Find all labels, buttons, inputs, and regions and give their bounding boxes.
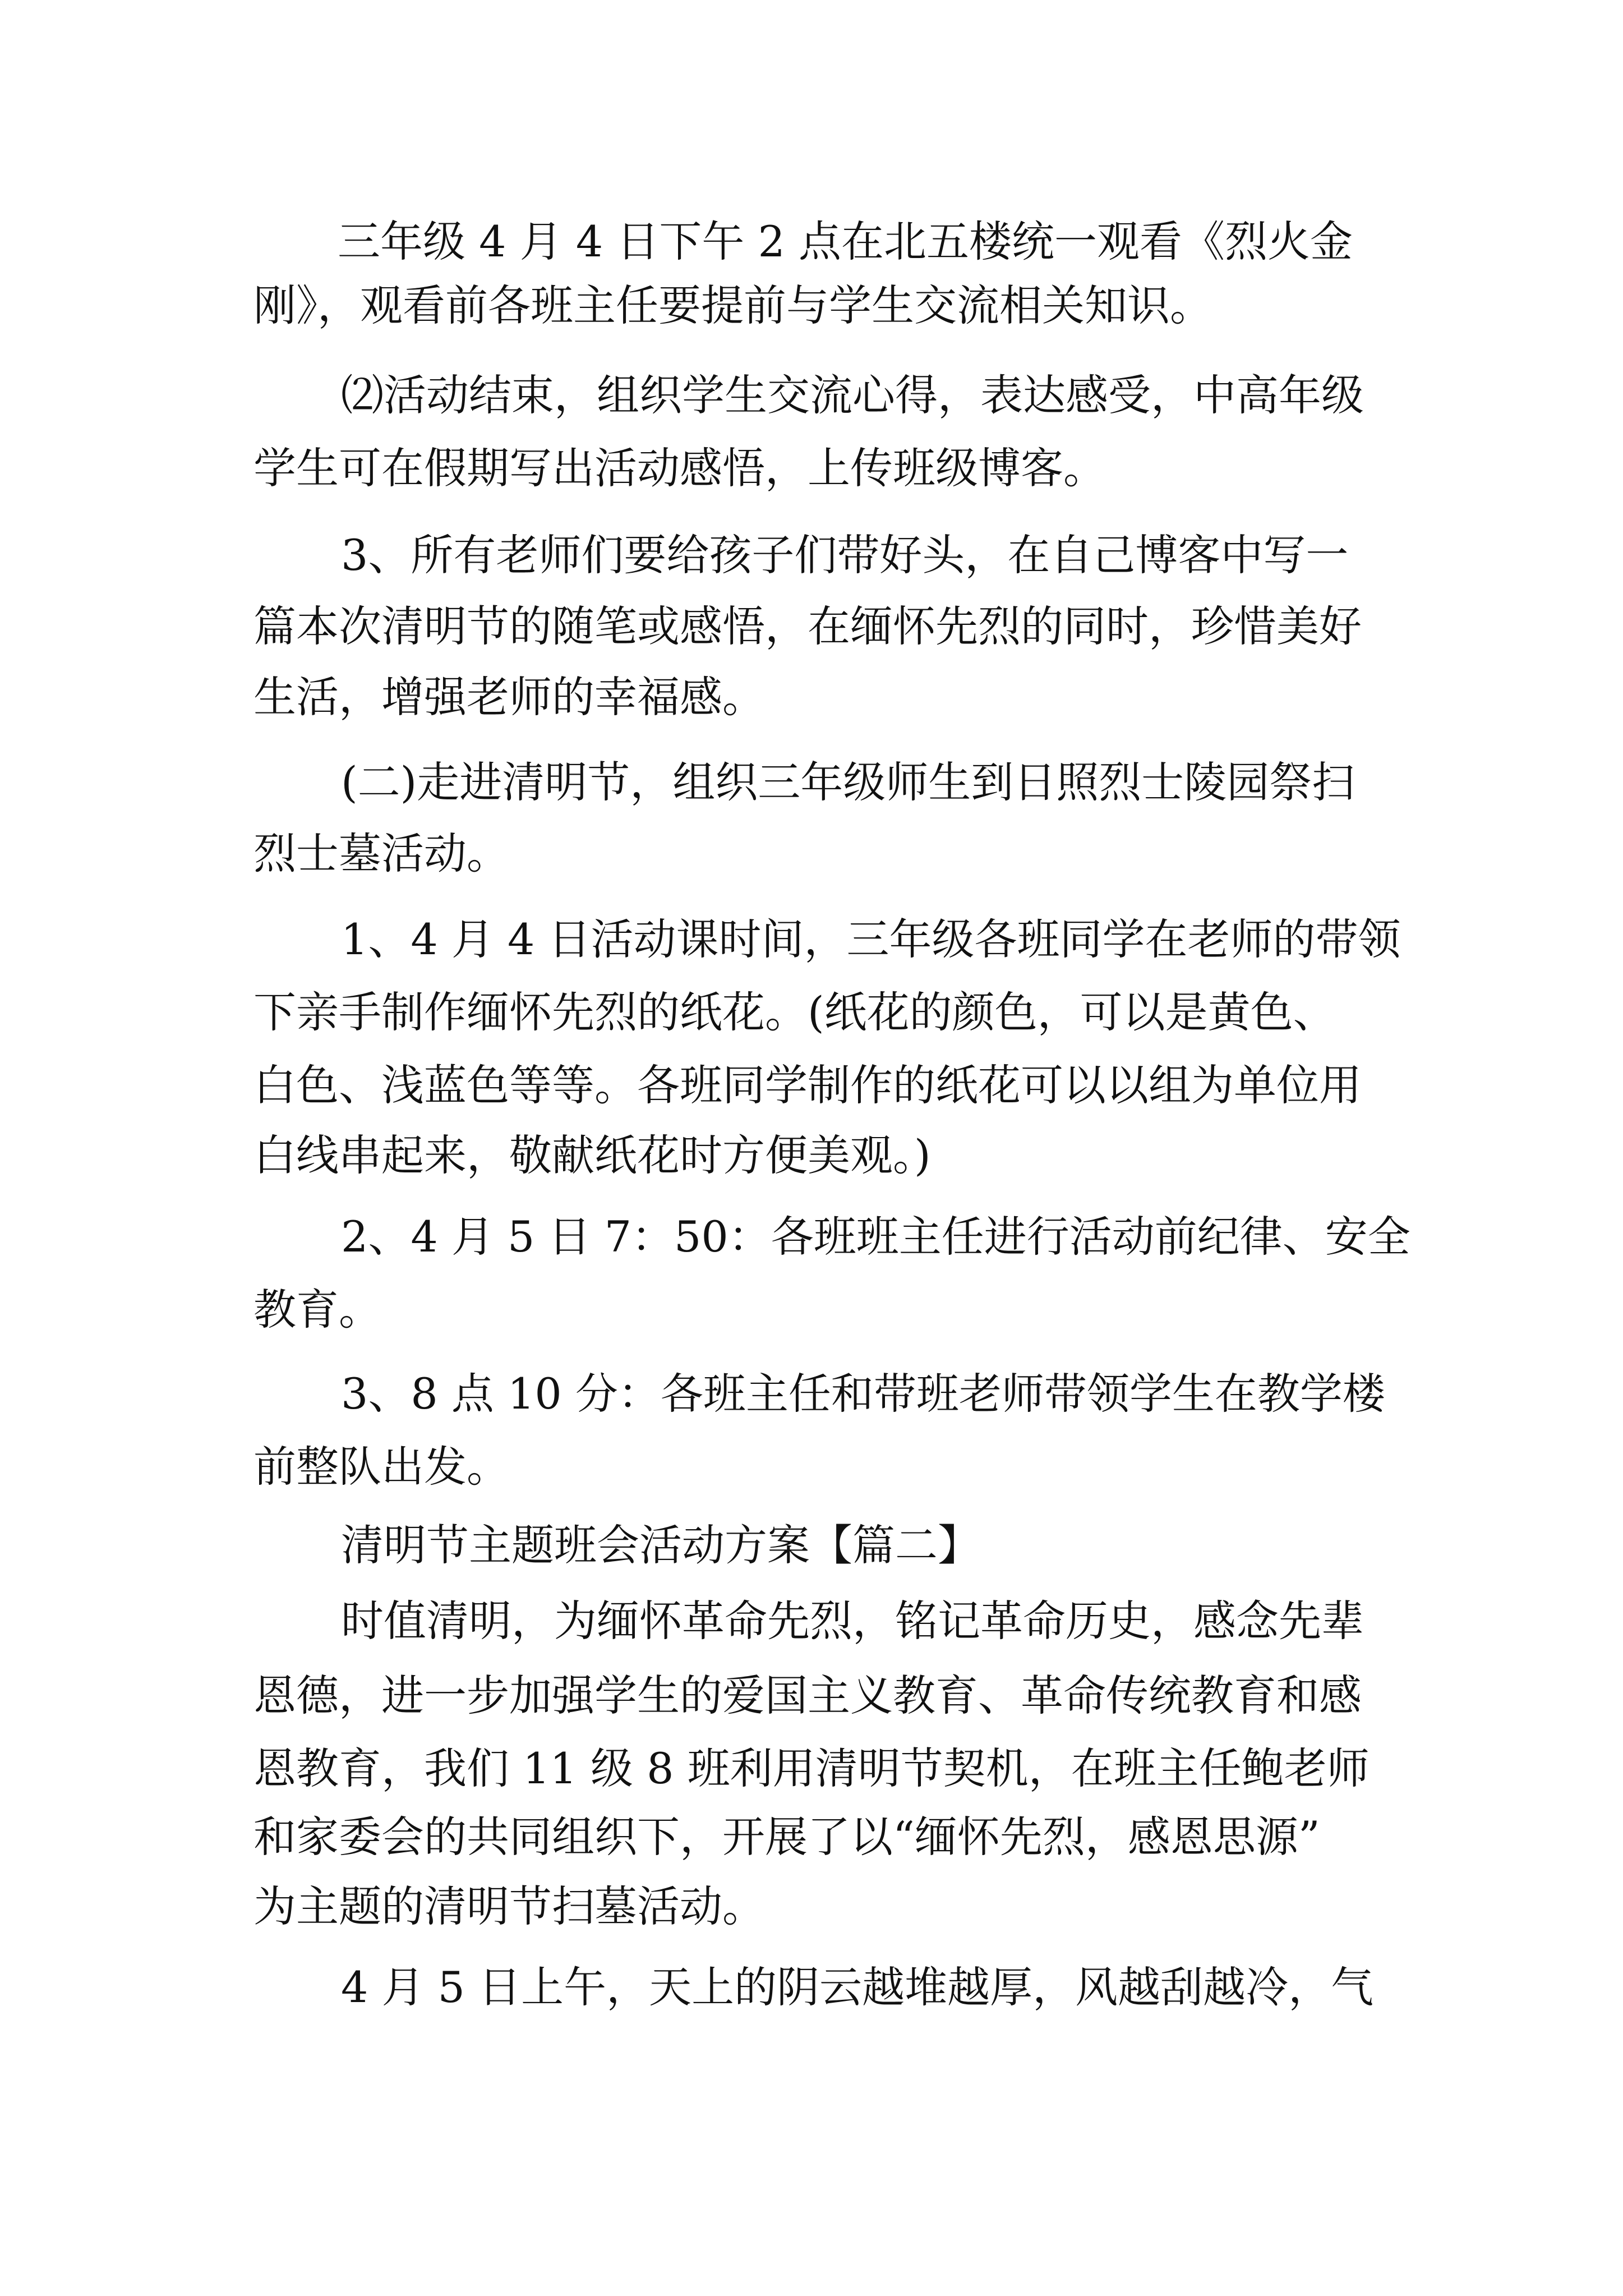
text-line-20: 恩德，进一步加强学生的爱国主义教育、革命传统教育和感 — [253, 1671, 1362, 1720]
text-line-21: 恩教育，我们 11 级 8 班利用清明节契机，在班主任鲍老师 — [253, 1743, 1370, 1793]
text-line-2: 刚》，观看前各班主任要提前与学生交流相关知识。 — [253, 280, 1212, 330]
text-line-22: 和家委会的共同组织下，开展了以“缅怀先烈，感恩思源” — [253, 1812, 1320, 1862]
text-line-24: 4 月 5 日上午，天上的阴云越堆越厚，风越刮越冷，气 — [341, 1962, 1374, 2012]
text-line-4: 学生可在假期写出活动感悟，上传班级博客。 — [253, 443, 1106, 493]
text-line-15: 教育。 — [253, 1285, 381, 1335]
text-line-8: (二)走进清明节，组织三年级师生到日照烈士陵园祭扫 — [341, 757, 1355, 807]
text-line-11: 下亲手制作缅怀先烈的纸花。(纸花的颜色，可以是黄色、 — [253, 987, 1336, 1037]
text-line-1: 三年级 4 月 4 日下午 2 点在北五楼统一观看《烈火金 — [338, 217, 1353, 266]
text-line-5: 3、所有老师们要给孩子们带好头，在自己博客中写一 — [341, 530, 1349, 580]
text-line-10: 1、4 月 4 日活动课时间，三年级各班同学在老师的带领 — [341, 914, 1401, 964]
text-line-13: 白线串起来，敬献纸花时方便美观。) — [253, 1130, 931, 1180]
section-heading: 清明节主题班会活动方案【篇二】 — [341, 1520, 980, 1570]
text-line-9: 烈士墓活动。 — [253, 829, 509, 878]
text-line-19: 时值清明，为缅怀革命先烈，铭记革命历史，感念先辈 — [341, 1596, 1364, 1646]
text-line-7: 生活，增强老师的幸福感。 — [253, 672, 765, 722]
text-line-3: ⑵活动结束，组织学生交流心得，表达感受，中高年级 — [341, 370, 1364, 420]
text-line-12: 白色、浅蓝色等等。各班同学制作的纸花可以以组为单位用 — [253, 1060, 1362, 1110]
text-line-23: 为主题的清明节扫墓活动。 — [253, 1881, 765, 1931]
text-line-14: 2、4 月 5 日 7：50：各班班主任进行活动前纪律、安全 — [341, 1212, 1410, 1262]
text-line-6: 篇本次清明节的随笔或感悟，在缅怀先烈的同时，珍惜美好 — [253, 601, 1362, 651]
text-line-17: 前整队出发。 — [253, 1442, 509, 1492]
text-line-16: 3、8 点 10 分：各班主任和带班老师带领学生在教学楼 — [341, 1369, 1385, 1419]
